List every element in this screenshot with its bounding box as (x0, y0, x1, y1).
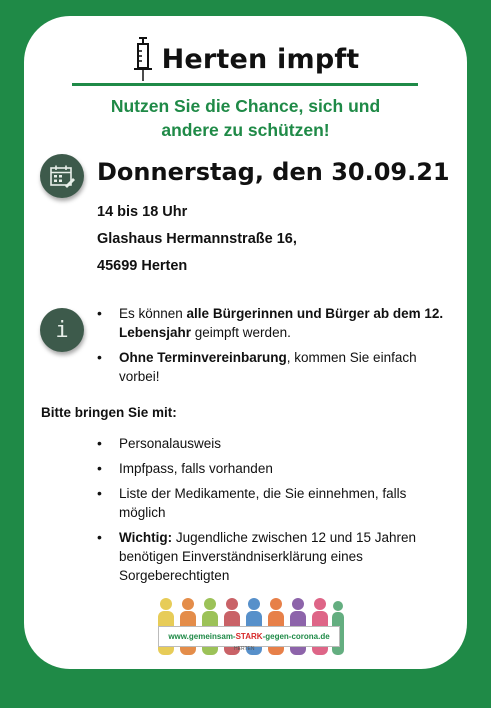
list-item: • Wichtig: Jugendliche zwischen 12 und 15 Jahren benötigen Einverständniserklärung eines Sorgeberechtigten (97, 528, 447, 585)
bring-heading: Bitte bringen Sie mit: (41, 405, 177, 420)
subtitle-line-1: Nutzen Sie die Chance, sich und (110, 96, 381, 116)
list-item: • Liste der Medikamente, die Sie einnehmen, falls möglich (97, 484, 447, 522)
title-divider (72, 83, 418, 86)
page-title: Herten impft (161, 43, 360, 75)
flyer-card (24, 16, 467, 669)
herten-logo: HERTEN (234, 646, 255, 652)
subtitle (64, 94, 427, 142)
list-item: • Ohne Terminvereinbarung, kommen Sie einfach vorbei! (97, 348, 447, 386)
list-item: • Personalausweis (97, 434, 447, 453)
event-address-street: Glashaus Hermannstraße 16, (97, 231, 297, 247)
bring-list (97, 434, 447, 591)
event-date: Donnerstag, den 30.09.21 (97, 158, 450, 186)
calendar-icon (40, 154, 84, 198)
subtitle-line-2: andere zu schützen! (161, 120, 330, 140)
info-icon: i (40, 308, 84, 352)
list-item: • Impfpass, falls vorhanden (97, 459, 447, 478)
event-address-city: 45699 Herten (97, 258, 188, 274)
title-row (24, 36, 467, 82)
info-list (97, 304, 447, 392)
event-time: 14 bis 18 Uhr (97, 204, 188, 220)
list-item: • Es können alle Bürgerinnen und Bürger ab dem 12. Lebensjahr geimpft werden. (97, 304, 447, 342)
syringe-icon (132, 36, 154, 82)
campaign-link[interactable]: www.gemeinsam- STARK -gegen-corona.de (158, 626, 340, 647)
